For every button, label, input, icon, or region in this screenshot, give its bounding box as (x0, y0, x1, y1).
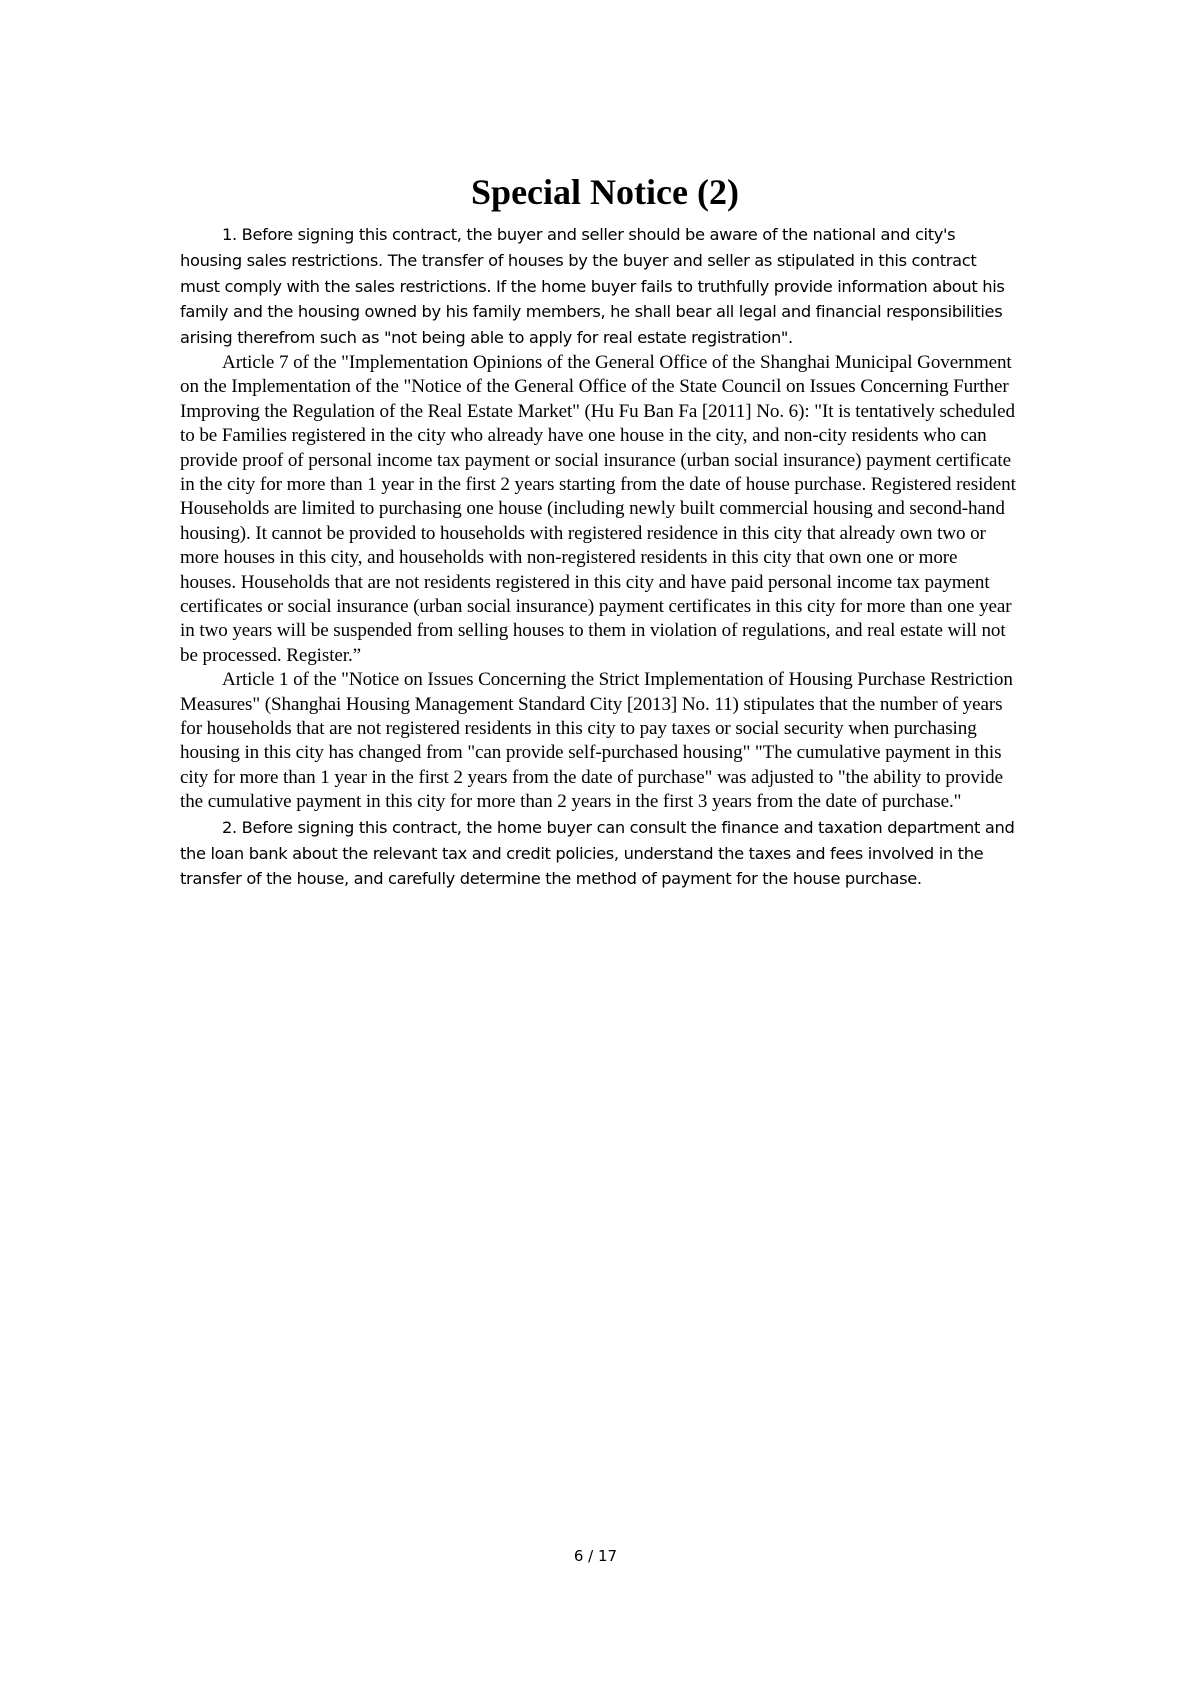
paragraph-sales-restrictions: 1. Before signing this contract, the buyer and seller should be aware of the national and city's housing sales restrictions. The transfer of houses by the buyer and seller as stipulated in this contract must comply with the sales restrictions. If the home buyer fails to truthfully provide information about his family and the housing owned by his family members, he shall bear all legal and financial responsibilities arising therefrom such as "not being able to apply for real estate registration". (180, 225, 1005, 348)
paragraph-tax-consultation: 2. Before signing this contract, the home buyer can consult the finance and taxation department and the loan bank about the relevant tax and credit policies, understand the taxes and fees involved in the transfer of the house, and carefully determine the method of payment for the house purchase. (180, 817, 1015, 889)
paragraph-article-1: Article 1 of the "Notice on Issues Concerning the Strict Implementation of Housing Purchase Restriction Measures" (Shanghai Housing Management Standard City [2013] No. 11) stipulates that the number of years for households that are not registered residents in this city to pay taxes or social security when purchasing housing in this city has changed from "can provide self-purchased housing" "The cumulative payment in this city for more than 1 year in the first 2 years from the date of purchase" was adjusted to "the ability to provide the cumulative payment in this city for more than 2 years in the first 3 years from the date of purchase." (180, 669, 1013, 813)
page-number: 6 / 17 (573, 1547, 618, 1565)
paragraph-article-7: Article 7 of the "Implementation Opinions of the General Office of the Shanghai Municipal Government on the Implementation of the "Notice of the General Office of the State Council on Issues Concerning Further Improving the Regulation of the Real Estate Market" (Hu Fu Ban Fa [2011] No. 6): "It is tentatively scheduled to be Families registered in the city who already have one house in the city, and non-city residents who can provide proof of personal income tax payment or social insurance (urban social insurance) payment certificate in the city for more than 1 year in the first 2 years starting from the date of house purchase. Registered resident Households are limited to purchasing one house (including newly built commercial housing and second-hand housing). It cannot be provided to households with registered residence in this city that already own two or more houses in this city, and households with non-registered residents in this city that own one or more houses. Households that are not residents registered in this city and have paid personal income tax payment certificates or social insurance (urban social insurance) payment certificates in this city for more than one year in two years will be suspended from selling houses to them in violation of regulations, and real estate will not be processed. Register.” (180, 351, 1016, 666)
document-body (180, 168, 1018, 892)
page-title: Special Notice (2) (471, 172, 739, 212)
